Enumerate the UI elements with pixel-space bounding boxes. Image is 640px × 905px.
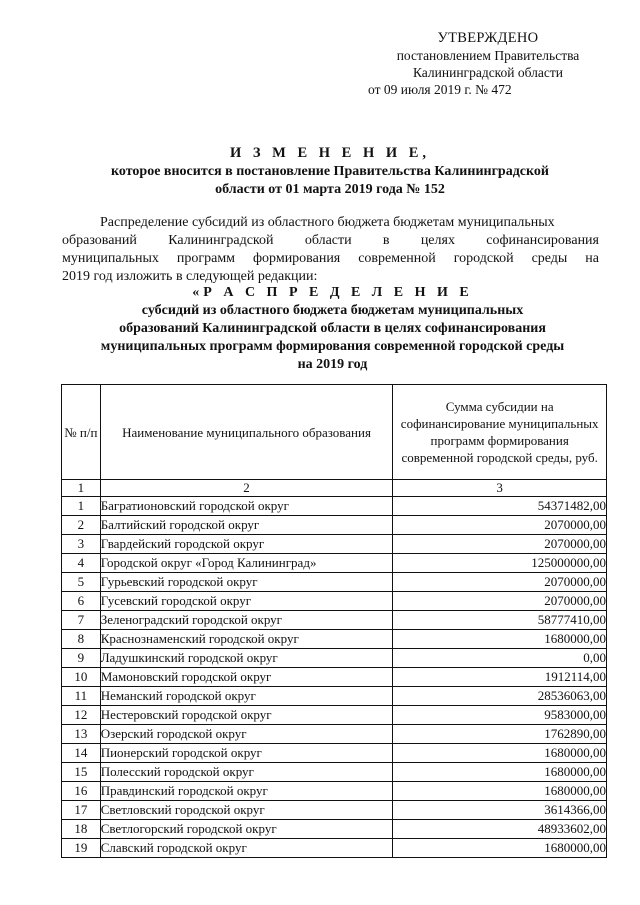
- distribution-line-5: на 2019 год: [297, 357, 368, 372]
- table-row: [62, 725, 607, 744]
- approved-by: постановлением Правительства: [396, 48, 580, 63]
- intro-line-3: муниципальных программ формирования современной городской среды на: [62, 251, 599, 266]
- subsidy-amount: 9583000,00: [393, 706, 607, 725]
- municipality-name: Гурьевский городской округ: [100, 573, 393, 592]
- municipality-name: Мамоновский городской округ: [100, 668, 393, 687]
- municipality-name: Краснознаменский городской округ: [100, 630, 393, 649]
- subsidy-amount: 1762890,00: [393, 725, 607, 744]
- approved-label: УТВЕРЖДЕНО: [437, 30, 539, 46]
- table-row: [62, 630, 607, 649]
- subsidy-amount: 54371482,00: [393, 497, 607, 516]
- municipality-name: Ладушкинский городской округ: [100, 649, 393, 668]
- municipality-name: Светловский городской округ: [100, 801, 393, 820]
- municipality-name: Полесский городской округ: [100, 763, 393, 782]
- table-row: [62, 706, 607, 725]
- table-row: [62, 820, 607, 839]
- table-row: [62, 782, 607, 801]
- subsidy-amount: 2070000,00: [393, 535, 607, 554]
- row-number: 15: [62, 763, 101, 782]
- row-number: 4: [62, 554, 101, 573]
- row-number: 3: [62, 535, 101, 554]
- column-number-row: [62, 480, 607, 497]
- row-number: 7: [62, 611, 101, 630]
- municipality-name: Зеленоградский городской округ: [100, 611, 393, 630]
- municipality-name: Славский городской округ: [100, 839, 393, 858]
- row-number: 14: [62, 744, 101, 763]
- row-number: 9: [62, 649, 101, 668]
- row-number: 2: [62, 516, 101, 535]
- distribution-heading: [60, 284, 605, 374]
- municipality-name: Правдинский городской округ: [100, 782, 393, 801]
- subsidy-amount: 0,00: [393, 649, 607, 668]
- municipality-name: Светлогорский городской округ: [100, 820, 393, 839]
- approved-date: от 09 июля 2019 г. № 472: [368, 82, 512, 97]
- municipality-name: Гусевский городской округ: [100, 592, 393, 611]
- municipality-name: Гвардейский городской округ: [100, 535, 393, 554]
- intro-line-4: 2019 год изложить в следующей редакции:: [62, 269, 318, 284]
- header-amount: Сумма субсидии на софинансирование муниципальных программ формирования современной городской среды, руб.: [393, 385, 607, 480]
- intro-line-1: Распределение субсидий из областного бюджета бюджетам муниципальных: [100, 215, 555, 230]
- table-row: [62, 763, 607, 782]
- subsidy-amount: 1680000,00: [393, 763, 607, 782]
- municipality-name: Нестеровский городской округ: [100, 706, 393, 725]
- heading-line-3: области от 01 марта 2019 года № 152: [215, 182, 445, 197]
- intro-paragraph: [62, 214, 599, 286]
- row-number: 5: [62, 573, 101, 592]
- row-number: 1: [62, 497, 101, 516]
- row-number: 13: [62, 725, 101, 744]
- row-number: 8: [62, 630, 101, 649]
- table-row: [62, 801, 607, 820]
- subsidy-amount: 1680000,00: [393, 839, 607, 858]
- column-number: 3: [393, 480, 607, 497]
- table-row: [62, 744, 607, 763]
- subsidy-amount: 28536063,00: [393, 687, 607, 706]
- document-heading: [60, 143, 600, 199]
- distribution-line-2: субсидий из областного бюджета бюджетам муниципальных: [141, 303, 524, 318]
- distribution-line-3: образований Калининградской области в целях софинансирования: [119, 321, 546, 336]
- subsidy-amount: 1680000,00: [393, 744, 607, 763]
- heading-line-2: которое вносится в постановление Правительства Калининградской: [111, 164, 549, 179]
- table-row: [62, 516, 607, 535]
- subsidy-amount: 3614366,00: [393, 801, 607, 820]
- municipality-name: Багратионовский городской округ: [100, 497, 393, 516]
- subsidy-amount: 48933602,00: [393, 820, 607, 839]
- municipality-name: Пионерский городской округ: [100, 744, 393, 763]
- row-number: 12: [62, 706, 101, 725]
- subsidy-amount: 2070000,00: [393, 516, 607, 535]
- subsidy-amount: 1680000,00: [393, 782, 607, 801]
- row-number: 19: [62, 839, 101, 858]
- subsidy-amount: 2070000,00: [393, 573, 607, 592]
- table-row: [62, 687, 607, 706]
- approval-stamp: [368, 30, 608, 98]
- intro-line-2: образований Калининградской области в целях софинансирования: [62, 233, 599, 248]
- table-row: [62, 839, 607, 858]
- table-row: [62, 668, 607, 687]
- municipality-name: Озерский городской округ: [100, 725, 393, 744]
- subsidy-amount: 58777410,00: [393, 611, 607, 630]
- row-number: 16: [62, 782, 101, 801]
- distribution-line-4: муниципальных программ формирования современной городской среды: [100, 339, 565, 354]
- distribution-title: «Р А С П Р Е Д Е Л Е Н И Е: [192, 285, 473, 300]
- table-row: [62, 649, 607, 668]
- table-row: [62, 554, 607, 573]
- approved-region: Калининградской области: [412, 65, 564, 80]
- subsidy-amount: 1680000,00: [393, 630, 607, 649]
- municipality-name: Городской округ «Город Калининград»: [100, 554, 393, 573]
- row-number: 18: [62, 820, 101, 839]
- document-title: И З М Е Н Е Н И Е,: [229, 145, 431, 161]
- row-number: 17: [62, 801, 101, 820]
- row-number: 10: [62, 668, 101, 687]
- header-num: № п/п: [62, 385, 101, 480]
- subsidy-amount: 125000000,00: [393, 554, 607, 573]
- header-name: Наименование муниципального образования: [100, 385, 393, 480]
- table-header-row: [62, 385, 607, 480]
- table-row: [62, 573, 607, 592]
- municipality-name: Балтийский городской округ: [100, 516, 393, 535]
- table-row: [62, 497, 607, 516]
- row-number: 11: [62, 687, 101, 706]
- subsidy-table: [61, 384, 607, 858]
- row-number: 6: [62, 592, 101, 611]
- column-number: 2: [100, 480, 393, 497]
- table-row: [62, 592, 607, 611]
- table-row: [62, 611, 607, 630]
- municipality-name: Неманский городской округ: [100, 687, 393, 706]
- subsidy-amount: 1912114,00: [393, 668, 607, 687]
- column-number: 1: [62, 480, 101, 497]
- table-row: [62, 535, 607, 554]
- subsidy-amount: 2070000,00: [393, 592, 607, 611]
